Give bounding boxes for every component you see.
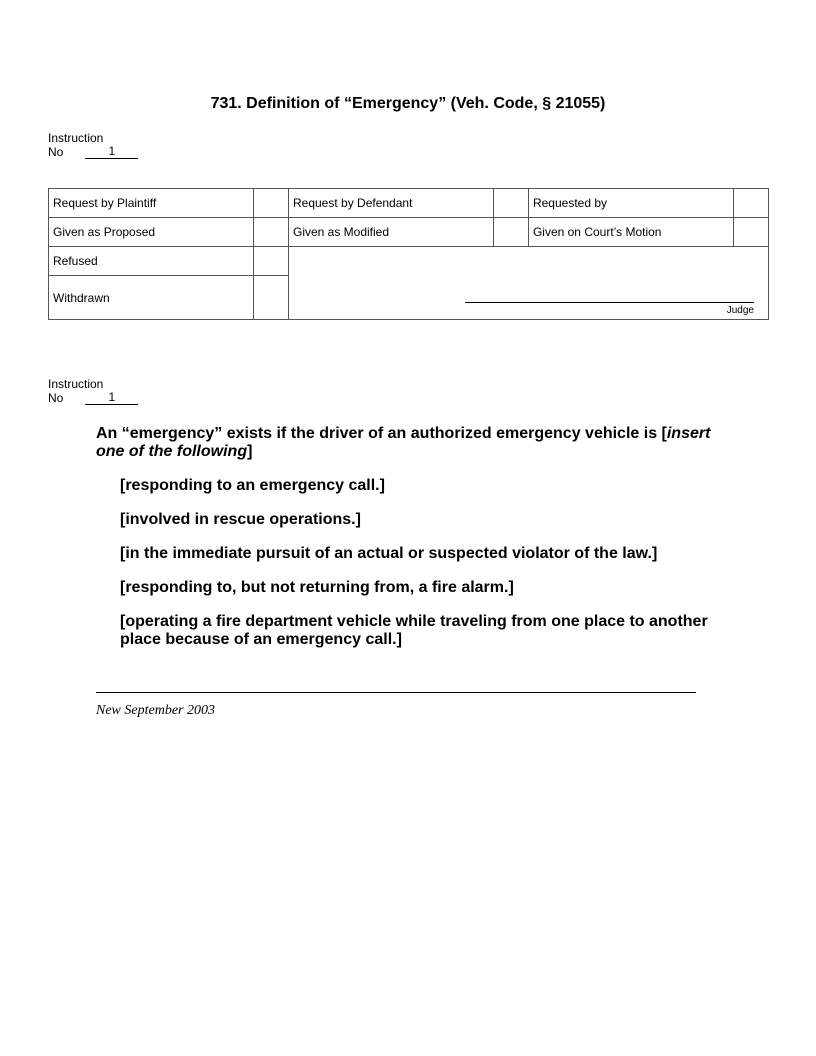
instruction-lead xyxy=(96,425,736,461)
option-item: [responding to an emergency call.] xyxy=(120,477,385,494)
disposition-form xyxy=(48,188,769,320)
given-as-proposed-checkbox[interactable] xyxy=(254,218,289,247)
judge-signature-line xyxy=(465,302,754,303)
given-as-modified-label: Given as Modified xyxy=(288,218,493,247)
instruction-number-block-top xyxy=(48,131,138,159)
lead-bracket: ] xyxy=(247,443,253,460)
lead-italic-text: insert one of the following xyxy=(96,425,711,460)
option-item: [operating a fire department vehicle while traveling from one place to another place because of an emergency call.] xyxy=(120,613,708,648)
option-item: [responding to, but not returning from, a fire alarm.] xyxy=(120,579,514,596)
withdrawn-label: Withdrawn xyxy=(49,276,254,320)
instruction-body xyxy=(96,425,736,665)
request-by-plaintiff-label: Request by Plaintiff xyxy=(49,189,254,218)
refused-checkbox[interactable] xyxy=(254,247,289,276)
page-title: 731. Definition of “Emergency” (Veh. Code, § 21055) xyxy=(210,95,606,112)
request-by-defendant-checkbox[interactable] xyxy=(494,189,529,218)
judge-label: Judge xyxy=(726,305,754,316)
given-as-modified-checkbox[interactable] xyxy=(494,218,529,247)
option-item: [in the immediate pursuit of an actual or suspected violator of the law.] xyxy=(120,545,658,562)
instruction-number-block-bottom xyxy=(48,377,138,405)
footer-divider xyxy=(96,692,696,693)
no-label: No xyxy=(48,391,64,405)
refused-label: Refused xyxy=(49,247,254,276)
request-by-defendant-label: Request by Defendant xyxy=(288,189,493,218)
request-by-plaintiff-checkbox[interactable] xyxy=(254,189,289,218)
instruction-label: Instruction xyxy=(48,131,104,145)
requested-by-checkbox[interactable] xyxy=(734,189,769,218)
given-on-courts-motion-checkbox[interactable] xyxy=(734,218,769,247)
no-label: No xyxy=(48,145,64,159)
requested-by-label: Requested by xyxy=(528,189,733,218)
given-as-proposed-label: Given as Proposed xyxy=(49,218,254,247)
lead-text: An “emergency” exists if the driver of an authorized emergency vehicle is [ xyxy=(96,425,667,442)
instruction-number: 1 xyxy=(85,145,138,159)
withdrawn-checkbox[interactable] xyxy=(254,276,289,320)
judge-signature-area[interactable] xyxy=(288,247,768,320)
instruction-label: Instruction xyxy=(48,377,104,391)
option-item: [involved in rescue operations.] xyxy=(120,511,361,528)
given-on-courts-motion-label: Given on Court’s Motion xyxy=(528,218,733,247)
revision-note: New September 2003 xyxy=(96,703,215,718)
instruction-number: 1 xyxy=(85,391,138,405)
